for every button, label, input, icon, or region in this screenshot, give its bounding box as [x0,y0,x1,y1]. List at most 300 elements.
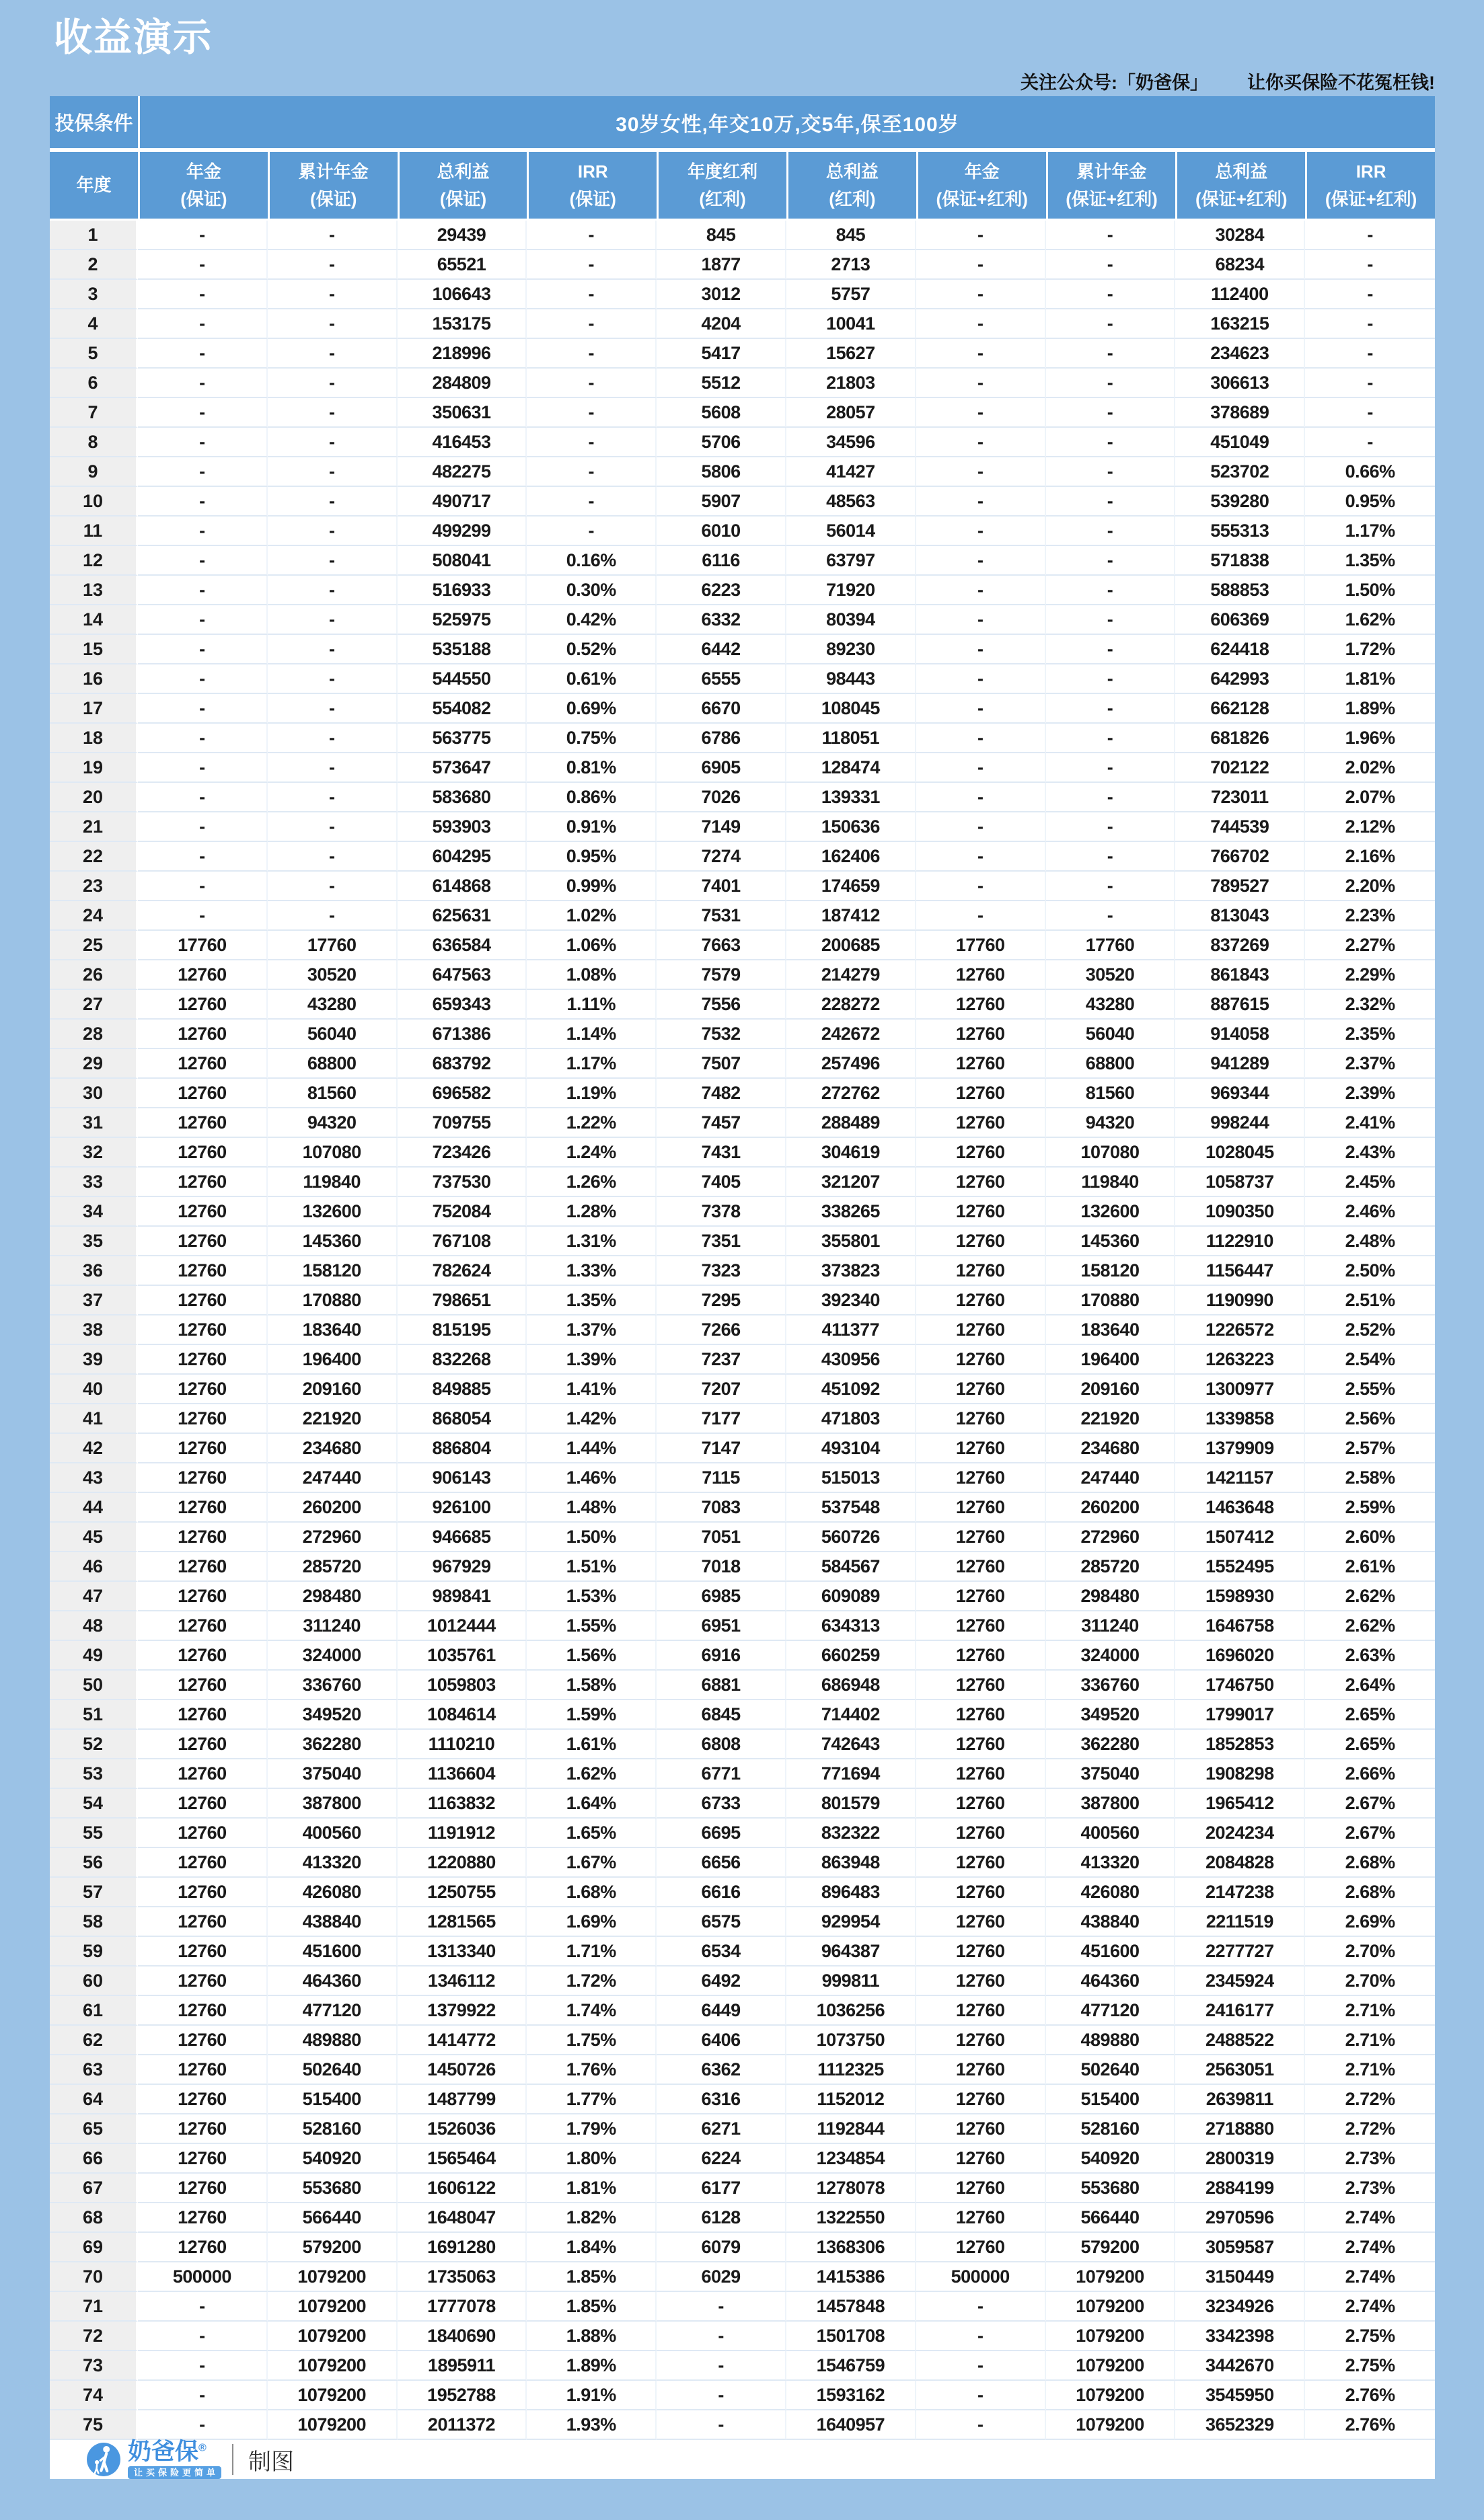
value-cell: 6845 [657,1700,786,1730]
table-row [50,1315,1435,1345]
value-cell: 832268 [398,1345,527,1375]
value-cell: 6733 [657,1789,786,1819]
value-cell: 998244 [1175,1108,1305,1138]
value-cell: 544550 [398,664,527,694]
year-cell: 22 [50,842,138,872]
value-cell: 43280 [1046,990,1176,1020]
column-header-line2: (保证+红利) [1066,188,1158,209]
value-cell: 7266 [657,1315,786,1345]
value-cell: - [527,280,657,309]
value-cell: 2.54% [1305,1345,1435,1375]
value-cell: 1.48% [527,1493,657,1523]
value-cell: - [138,369,268,398]
value-cell: 118051 [786,724,916,753]
value-cell: 896483 [786,1878,916,1907]
value-cell: 1136604 [398,1759,527,1789]
value-cell: 56040 [268,1020,398,1049]
year-cell: 42 [50,1434,138,1463]
value-cell: - [527,309,657,339]
value-cell: - [1305,339,1435,369]
value-cell: - [1046,694,1176,724]
year-cell: 46 [50,1552,138,1582]
value-cell: 1552495 [1175,1552,1305,1582]
table-row [50,2262,1435,2292]
value-cell: 1.39% [527,1345,657,1375]
value-cell: 12760 [916,960,1046,990]
value-cell: 660259 [786,1641,916,1671]
table-row [50,605,1435,635]
value-cell: - [138,635,268,664]
year-cell: 60 [50,1967,138,1996]
value-cell: 1079200 [1046,2322,1176,2351]
value-cell: 914058 [1175,1020,1305,1049]
value-cell: 247440 [1046,1463,1176,1493]
table-row [50,753,1435,783]
column-header-line1: 总利益 [1215,161,1268,182]
year-cell: 40 [50,1375,138,1404]
value-cell: 1152012 [786,2085,916,2114]
value-cell: 12760 [138,1552,268,1582]
value-cell: 12760 [138,2085,268,2114]
value-cell: 528160 [268,2114,398,2144]
value-cell: - [527,428,657,457]
value-cell: 3652329 [1175,2410,1305,2440]
value-cell: 416453 [398,428,527,457]
value-cell: 1.89% [527,2351,657,2381]
column-header-line2: (保证+红利) [936,188,1028,209]
value-cell: 2.37% [1305,1049,1435,1079]
value-cell: 1.85% [527,2292,657,2322]
footer-bar [50,2440,1435,2479]
year-cell: 62 [50,2026,138,2055]
value-cell: 0.16% [527,546,657,576]
year-cell: 12 [50,546,138,576]
value-cell: 539280 [1175,487,1305,517]
value-cell: 642993 [1175,664,1305,694]
brand-name [128,2440,207,2464]
value-cell: 0.52% [527,635,657,664]
value-cell: 1.17% [1305,517,1435,546]
year-cell: 33 [50,1168,138,1197]
table-row [50,1463,1435,1493]
value-cell: 1.76% [527,2055,657,2085]
value-cell: - [916,753,1046,783]
value-cell: 12760 [916,1493,1046,1523]
table-row [50,1819,1435,1848]
column-header-line2: (保证) [569,188,616,209]
value-cell: 234680 [268,1434,398,1463]
value-cell: 153175 [398,309,527,339]
table-row [50,2026,1435,2055]
value-cell: 12760 [138,2233,268,2262]
value-cell: 2.52% [1305,1315,1435,1345]
year-cell: 11 [50,517,138,546]
value-cell: 221920 [268,1404,398,1434]
value-cell: 566440 [268,2203,398,2233]
value-cell: 12760 [138,2203,268,2233]
footer-divider [232,2444,233,2475]
value-cell: 926100 [398,1493,527,1523]
value-cell: 12760 [138,2174,268,2203]
table-row [50,1049,1435,1079]
value-cell: - [138,576,268,605]
value-cell: 413320 [1046,1848,1176,1878]
value-cell: 1.75% [527,2026,657,2055]
value-cell: 7531 [657,901,786,931]
value-cell: 634313 [786,1611,916,1641]
value-cell: 30520 [1046,960,1176,990]
value-cell: 1.50% [1305,576,1435,605]
value-cell: 2416177 [1175,1996,1305,2026]
column-header [1307,152,1435,219]
value-cell: 989841 [398,1582,527,1611]
value-cell: - [916,309,1046,339]
value-cell: 298480 [268,1582,398,1611]
value-cell: 362280 [1046,1730,1176,1759]
column-header [788,152,916,219]
year-cell: 38 [50,1315,138,1345]
year-cell: 34 [50,1197,138,1227]
value-cell: 12760 [138,2144,268,2174]
column-header-line1: 年度红利 [688,161,758,182]
value-cell: 837269 [1175,931,1305,960]
value-cell: 1313340 [398,1937,527,1967]
value-cell: 272762 [786,1079,916,1108]
year-cell: 54 [50,1789,138,1819]
value-cell: 7378 [657,1197,786,1227]
value-cell: 7083 [657,1493,786,1523]
value-cell: - [527,517,657,546]
value-cell: 12760 [138,1079,268,1108]
year-cell: 23 [50,872,138,901]
header-note-right: 让你买保险不花冤枉钱! [1247,73,1435,93]
table-row [50,576,1435,605]
year-cell: 29 [50,1049,138,1079]
table-row [50,694,1435,724]
value-cell: 2084828 [1175,1848,1305,1878]
value-cell: 2.73% [1305,2174,1435,2203]
value-cell: 1278078 [786,2174,916,2203]
value-cell: 2.62% [1305,1611,1435,1641]
value-cell: 150636 [786,812,916,842]
year-cell: 50 [50,1671,138,1700]
value-cell: 1079200 [268,2351,398,2381]
value-cell: 2211519 [1175,1907,1305,1937]
value-cell: 1606122 [398,2174,527,2203]
value-cell: - [268,428,398,457]
value-cell: - [916,2410,1046,2440]
value-cell: 0.69% [527,694,657,724]
value-cell: 12760 [138,1996,268,2026]
value-cell: - [138,2292,268,2322]
value-cell: 515013 [786,1463,916,1493]
value-cell: 1263223 [1175,1345,1305,1375]
value-cell: 7237 [657,1345,786,1375]
value-cell: 659343 [398,990,527,1020]
table-row [50,1404,1435,1434]
value-cell: 2.43% [1305,1138,1435,1168]
value-cell: 12760 [916,1789,1046,1819]
value-cell: 1.08% [527,960,657,990]
value-cell: 1.67% [527,1848,657,1878]
year-cell: 48 [50,1611,138,1641]
year-cell: 4 [50,309,138,339]
value-cell: - [527,487,657,517]
value-cell: 477120 [268,1996,398,2026]
value-cell: 1059803 [398,1671,527,1700]
table-row [50,1286,1435,1315]
year-cell: 61 [50,1996,138,2026]
value-cell: 6534 [657,1937,786,1967]
value-cell: 12760 [138,1937,268,1967]
column-header-line1: 年金 [964,161,1000,182]
value-cell: 12760 [138,1020,268,1049]
value-cell: 298480 [1046,1582,1176,1611]
value-cell: 12760 [916,1256,1046,1286]
table-row [50,1907,1435,1937]
value-cell: 12760 [138,990,268,1020]
value-cell: 493104 [786,1434,916,1463]
value-cell: - [527,457,657,487]
value-cell: 1073750 [786,2026,916,2055]
value-cell: 12760 [916,1020,1046,1049]
value-cell: 636584 [398,931,527,960]
value-cell: 12760 [916,1671,1046,1700]
value-cell: 6316 [657,2085,786,2114]
value-cell: 1.96% [1305,724,1435,753]
value-cell: 489880 [1046,2026,1176,2055]
value-cell: 12760 [916,2026,1046,2055]
value-cell: 5757 [786,280,916,309]
value-cell: 5806 [657,457,786,487]
value-cell: 12760 [138,1700,268,1730]
value-cell: 1.53% [527,1582,657,1611]
value-cell: 1.31% [527,1227,657,1256]
value-cell: 94320 [1046,1108,1176,1138]
table-row [50,2055,1435,2085]
value-cell: 0.75% [527,724,657,753]
value-cell: - [916,605,1046,635]
year-cell: 3 [50,280,138,309]
value-cell: 1.93% [527,2410,657,2440]
value-cell: 1079200 [268,2262,398,2292]
value-cell: 285720 [1046,1552,1176,1582]
year-cell: 66 [50,2144,138,2174]
value-cell: 12760 [138,1108,268,1138]
value-cell: 508041 [398,546,527,576]
value-cell: 71920 [786,576,916,605]
value-cell: 2713 [786,250,916,280]
value-cell: - [916,369,1046,398]
value-cell: 2.48% [1305,1227,1435,1256]
value-cell: 500000 [138,2262,268,2292]
value-cell: 499299 [398,517,527,546]
value-cell: 12760 [138,1197,268,1227]
value-cell: 1.62% [527,1759,657,1789]
value-cell: 1192844 [786,2114,916,2144]
value-cell: 2.20% [1305,872,1435,901]
value-cell: 12760 [138,1286,268,1315]
value-cell: - [138,2410,268,2440]
year-cell: 67 [50,2174,138,2203]
value-cell: 5512 [657,369,786,398]
value-cell: 12760 [916,1227,1046,1256]
value-cell: 108045 [786,694,916,724]
column-header [140,152,268,219]
value-cell: 373823 [786,1256,916,1286]
value-cell: 12760 [916,1138,1046,1168]
year-cell: 57 [50,1878,138,1907]
value-cell: 2.32% [1305,990,1435,1020]
value-cell: 537548 [786,1493,916,1523]
value-cell: 2345924 [1175,1967,1305,1996]
value-cell: 1191912 [398,1819,527,1848]
value-cell: 2488522 [1175,2026,1305,2055]
table-row [50,1878,1435,1907]
value-cell: 119840 [268,1168,398,1197]
value-cell: 1.17% [527,1049,657,1079]
value-cell: 1598930 [1175,1582,1305,1611]
value-cell: - [657,2292,786,2322]
value-cell: 1777078 [398,2292,527,2322]
column-header-line1: 总利益 [825,161,879,182]
value-cell: 2718880 [1175,2114,1305,2144]
value-cell: 1079200 [1046,2262,1176,2292]
value-cell: 21803 [786,369,916,398]
value-cell: 515400 [268,2085,398,2114]
value-cell: 2639811 [1175,2085,1305,2114]
value-cell: 0.61% [527,664,657,694]
value-cell: 999811 [786,1967,916,1996]
column-header-line1: 累计年金 [1076,161,1147,182]
value-cell: 12760 [138,1819,268,1848]
value-cell: 12760 [916,1434,1046,1463]
value-cell: 7026 [657,783,786,812]
value-cell: 6555 [657,664,786,694]
table-row [50,664,1435,694]
value-cell: - [268,221,398,250]
value-cell: 1840690 [398,2322,527,2351]
value-cell: 2.76% [1305,2410,1435,2440]
value-cell: 3545950 [1175,2381,1305,2410]
value-cell: 451600 [1046,1937,1176,1967]
value-cell: 471803 [786,1404,916,1434]
table-row [50,931,1435,960]
value-cell: 1156447 [1175,1256,1305,1286]
value-cell: 686948 [786,1671,916,1700]
value-cell: 771694 [786,1759,916,1789]
year-cell: 52 [50,1730,138,1759]
table-row [50,2114,1435,2144]
value-cell: - [268,812,398,842]
value-cell: - [268,576,398,605]
value-cell: 7405 [657,1168,786,1197]
value-cell: 6406 [657,2026,786,2055]
value-cell: - [1305,398,1435,428]
value-cell: 1696020 [1175,1641,1305,1671]
value-cell: 12760 [138,2114,268,2144]
value-cell: 7147 [657,1434,786,1463]
year-cell: 63 [50,2055,138,2085]
value-cell: 107080 [1046,1138,1176,1168]
value-cell: 1079200 [1046,2410,1176,2440]
value-cell: 12760 [916,2055,1046,2085]
value-cell: - [1046,783,1176,812]
value-cell: 6442 [657,635,786,664]
table-row [50,546,1435,576]
value-cell: - [138,901,268,931]
value-cell: 1346112 [398,1967,527,1996]
value-cell: 1122910 [1175,1227,1305,1256]
value-cell: 2.46% [1305,1197,1435,1227]
value-cell: - [657,2410,786,2440]
value-cell: 355801 [786,1227,916,1256]
value-cell: 4204 [657,309,786,339]
value-cell: 1.51% [527,1552,657,1582]
value-cell: 1746750 [1175,1671,1305,1700]
value-cell: 12760 [138,1759,268,1789]
table-row [50,1937,1435,1967]
value-cell: - [268,753,398,783]
value-cell: 744539 [1175,812,1305,842]
table-row [50,487,1435,517]
value-cell: - [916,250,1046,280]
value-cell: 614868 [398,872,527,901]
value-cell: 324000 [1046,1641,1176,1671]
value-cell: 1.11% [527,990,657,1020]
value-cell: 107080 [268,1138,398,1168]
value-cell: - [916,2351,1046,2381]
table-row [50,1671,1435,1700]
value-cell: 12760 [916,1315,1046,1345]
year-cell: 15 [50,635,138,664]
value-cell: 426080 [268,1878,398,1907]
value-cell: 139331 [786,783,916,812]
year-cell: 28 [50,1020,138,1049]
value-cell: - [1046,576,1176,605]
value-cell: 2.16% [1305,842,1435,872]
value-cell: - [138,309,268,339]
value-cell: 6771 [657,1759,786,1789]
value-cell: 1036256 [786,1996,916,2026]
value-cell: 3342398 [1175,2322,1305,2351]
value-cell: 209160 [268,1375,398,1404]
value-cell: - [916,842,1046,872]
value-cell: 1.22% [527,1108,657,1138]
table-row [50,1108,1435,1138]
value-cell: 723426 [398,1138,527,1168]
value-cell: - [1046,398,1176,428]
value-cell: 1084614 [398,1700,527,1730]
value-cell: 221920 [1046,1404,1176,1434]
table-row [50,1552,1435,1582]
value-cell: 1.71% [527,1937,657,1967]
value-cell: 1.55% [527,1611,657,1641]
value-cell: - [1046,753,1176,783]
value-cell: - [138,2322,268,2351]
value-cell: - [1046,635,1176,664]
value-cell: - [916,221,1046,250]
value-cell: 187412 [786,901,916,931]
table-row [50,2322,1435,2351]
table-row [50,724,1435,753]
value-cell: 6786 [657,724,786,753]
column-header-line1: 年金 [186,161,221,182]
value-cell: 12760 [916,1611,1046,1641]
table-row [50,1730,1435,1759]
value-cell: 17760 [268,931,398,960]
value-cell: 12760 [916,1108,1046,1138]
